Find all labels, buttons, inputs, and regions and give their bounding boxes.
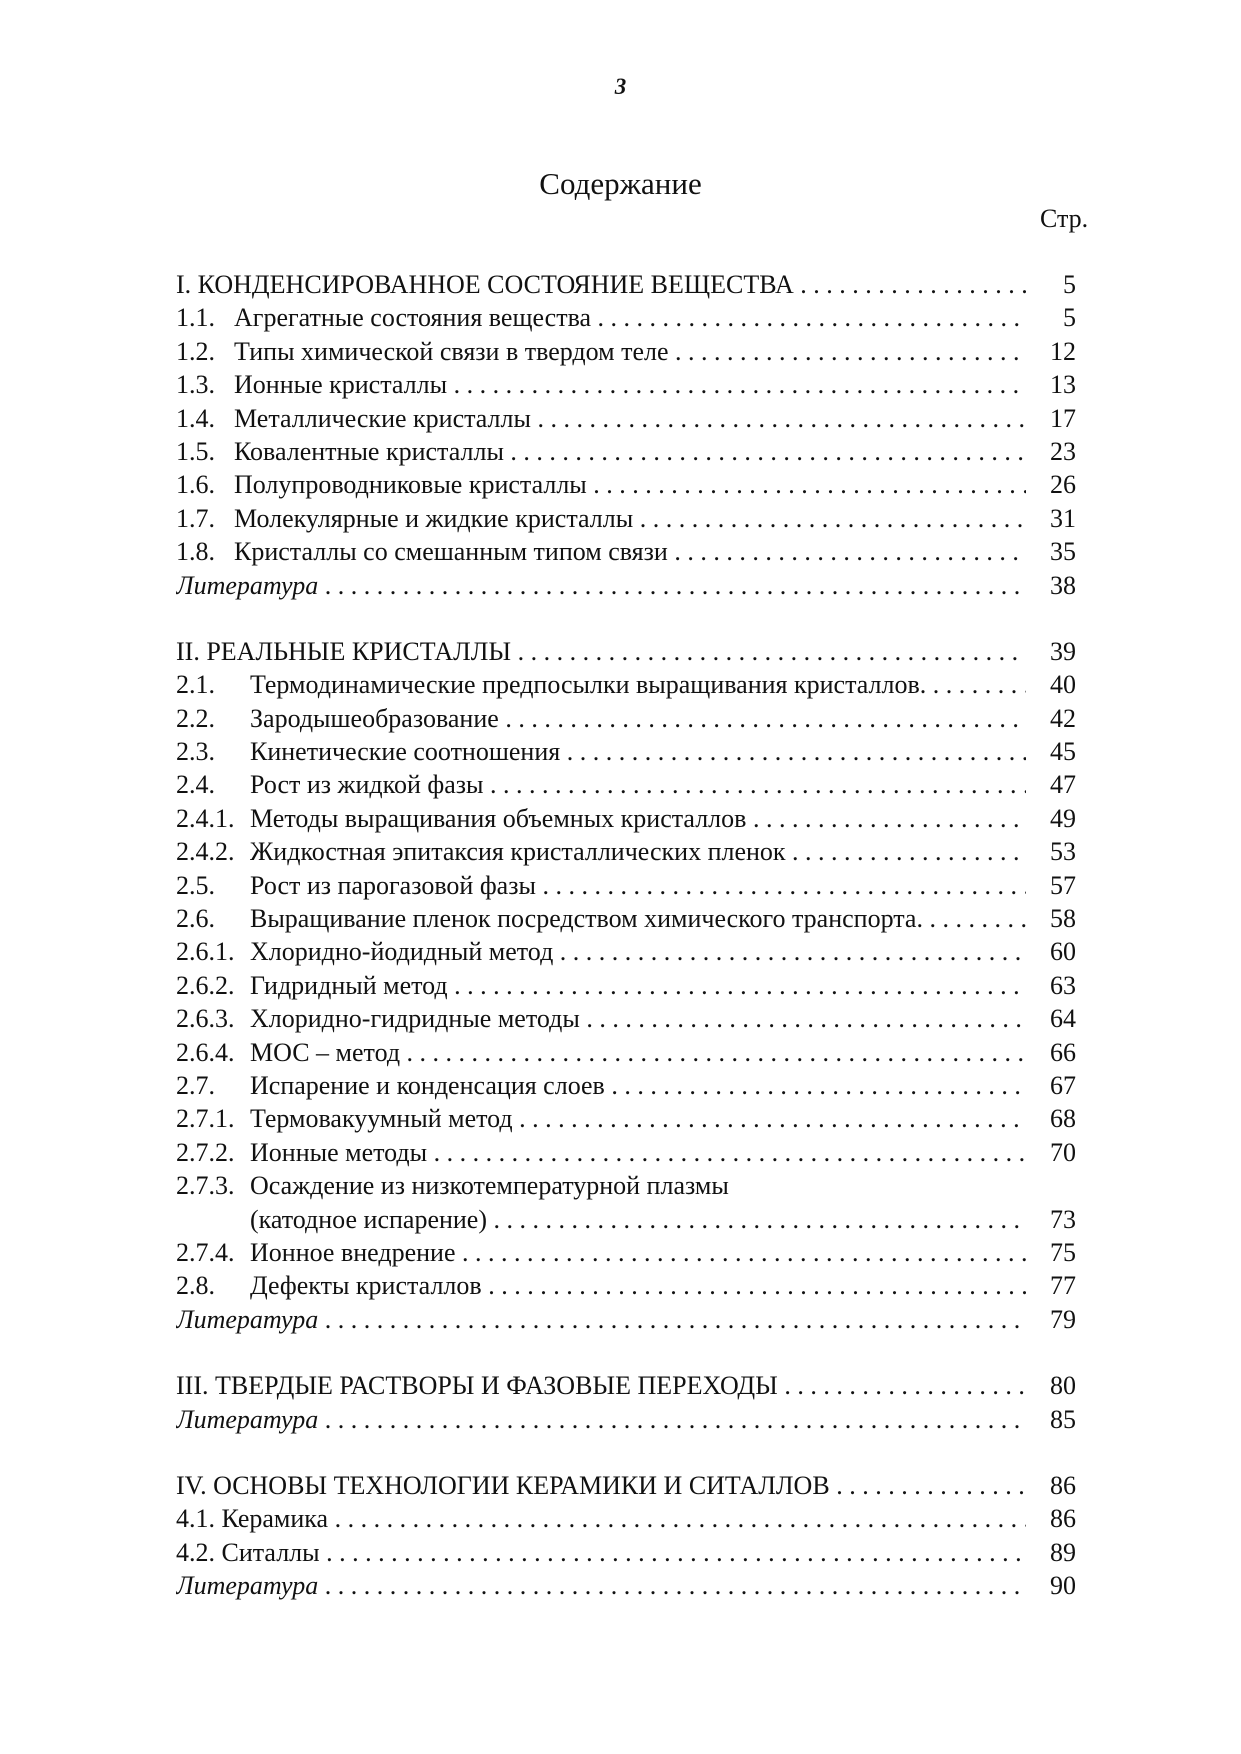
table-of-contents [176, 268, 1076, 1602]
toc-entry-page: 45 [1028, 735, 1076, 768]
toc-entry-page: 85 [1028, 1403, 1076, 1436]
toc-entry[interactable] [176, 468, 1076, 501]
toc-entry-title: Кинетические соотношения [250, 737, 561, 767]
toc-entry-number: 2.4.2. [176, 837, 235, 867]
toc-entry[interactable] [176, 702, 1076, 735]
toc-entry-title: Агрегатные состояния вещества [234, 303, 592, 333]
toc-entry[interactable] [176, 869, 1076, 902]
toc-entry[interactable] [176, 435, 1076, 468]
toc-entry-number: 2.7.1. [176, 1104, 235, 1134]
toc-entry-number: 1.6. [176, 470, 215, 500]
page-title: Содержание [539, 166, 702, 201]
toc-entry-title: Типы химической связи в твердом теле [234, 336, 669, 366]
toc-entry[interactable] [176, 768, 1076, 801]
toc-entry-page: 35 [1028, 535, 1076, 568]
toc-entry-title: Литература [176, 1404, 319, 1434]
toc-entry-title: Испарение и конденсация слоев [250, 1070, 605, 1100]
toc-entry-number: 2.7.2. [176, 1137, 235, 1167]
toc-entry-page: 5 [1028, 268, 1076, 301]
toc-entry-page: 86 [1028, 1502, 1076, 1535]
toc-entry-page: 70 [1028, 1136, 1076, 1169]
toc-entry-page: 47 [1028, 768, 1076, 801]
toc-entry[interactable] [176, 535, 1076, 568]
toc-entry-title: ОСНОВЫ ТЕХНОЛОГИИ КЕРАМИКИ И СИТАЛЛОВ [213, 1470, 830, 1500]
toc-entry[interactable] [176, 301, 1076, 334]
toc-entry-page: 31 [1028, 502, 1076, 535]
toc-entry-page: 23 [1028, 435, 1076, 468]
toc-entry[interactable] [176, 1102, 1076, 1135]
toc-entry-title: Литература [176, 1571, 319, 1601]
toc-entry-number: 1.3. [176, 370, 215, 400]
toc-entry-number: 2.6.3. [176, 1004, 235, 1034]
toc-entry-title: Ситаллы [221, 1537, 320, 1567]
toc-entry-title: Выращивание пленок посредством химического транспорта. [250, 904, 923, 934]
toc-entry-literature[interactable] [176, 1303, 1076, 1336]
toc-entry-page: 86 [1028, 1469, 1076, 1502]
toc-entry-page: 79 [1028, 1303, 1076, 1336]
toc-entry[interactable] [176, 1002, 1076, 1035]
toc-entry-title: (катодное испарение) [250, 1204, 488, 1234]
toc-entry[interactable] [176, 668, 1076, 701]
toc-entry-number: 2.4.1. [176, 803, 235, 833]
toc-entry[interactable] [176, 935, 1076, 968]
toc-entry-page: 80 [1028, 1369, 1076, 1402]
toc-entry-title: МОС – метод [250, 1037, 401, 1067]
toc-entry-number: 2.7.3. [176, 1171, 235, 1201]
toc-entry-number: 2.3. [176, 737, 215, 767]
toc-entry[interactable] [176, 1269, 1076, 1302]
toc-entry-title: Ионные кристаллы [234, 370, 448, 400]
toc-entry-title: Полупроводниковые кристаллы [234, 470, 587, 500]
toc-entry[interactable] [176, 1536, 1076, 1569]
toc-entry-page: 38 [1028, 569, 1076, 602]
toc-entry-title: Рост из жидкой фазы [250, 770, 484, 800]
toc-entry-number: II. [176, 636, 200, 666]
toc-entry-page: 89 [1028, 1536, 1076, 1569]
toc-entry-page: 66 [1028, 1036, 1076, 1069]
toc-entry-number: 2.5. [176, 870, 215, 900]
toc-entry[interactable] [176, 802, 1076, 835]
toc-entry-number: 1.4. [176, 403, 215, 433]
toc-entry[interactable] [176, 402, 1076, 435]
page-number: 3 [614, 74, 627, 99]
toc-entry-page: 13 [1028, 368, 1076, 401]
toc-entry-page: 75 [1028, 1236, 1076, 1269]
toc-entry-page: 39 [1028, 635, 1076, 668]
toc-entry[interactable] [176, 1369, 1076, 1402]
page-column-header: Стр. [1040, 204, 1089, 233]
toc-entry-page: 63 [1028, 969, 1076, 1002]
toc-entry-title: Металлические кристаллы [234, 403, 531, 433]
toc-entry-page: 26 [1028, 468, 1076, 501]
toc-entry[interactable] [176, 902, 1076, 935]
toc-entry-page: 12 [1028, 335, 1076, 368]
toc-entry-title: Осаждение из низкотемпературной плазмы [250, 1171, 729, 1201]
toc-entry[interactable] [176, 1469, 1076, 1502]
toc-entry-number: 2.7.4. [176, 1237, 235, 1267]
toc-entry-title: ТВЕРДЫЕ РАСТВОРЫ И ФАЗОВЫЕ ПЕРЕХОДЫ [214, 1371, 778, 1401]
toc-entry-title: РЕАЛЬНЫЕ КРИСТАЛЛЫ [206, 636, 512, 666]
toc-entry[interactable] [176, 735, 1076, 768]
toc-entry-title: Керамика [221, 1504, 329, 1534]
toc-entry-title: Кристаллы со смешанным типом связи [234, 537, 668, 567]
toc-entry-title: Хлоридно-гидридные методы [250, 1004, 580, 1034]
toc-entry-title: Хлоридно-йодидный метод [250, 937, 554, 967]
toc-entry-number: 2.1. [176, 670, 215, 700]
toc-entry-title: Литература [176, 570, 319, 600]
toc-entry-number: 1.1. [176, 303, 215, 333]
toc-entry[interactable] [176, 1169, 1076, 1202]
toc-entry-number: 2.4. [176, 770, 215, 800]
toc-entry[interactable] [176, 1136, 1076, 1169]
toc-entry-title: Молекулярные и жидкие кристаллы [234, 503, 634, 533]
toc-entry-literature[interactable] [176, 1569, 1076, 1602]
toc-entry-page: 42 [1028, 702, 1076, 735]
toc-entry-page: 17 [1028, 402, 1076, 435]
toc-entry-page: 73 [1028, 1203, 1076, 1236]
toc-entry-title: Гидридный метод [250, 970, 448, 1000]
toc-entry-title: Зародышеобразование [250, 703, 499, 733]
toc-entry-page: 67 [1028, 1069, 1076, 1102]
toc-entry[interactable] [176, 368, 1076, 401]
toc-entry-number: 4.2. [176, 1537, 215, 1567]
toc-entry-title: Литература [176, 1304, 319, 1334]
toc-entry[interactable] [176, 502, 1076, 535]
toc-entry-number: 1.2. [176, 336, 215, 366]
toc-entry-title: Рост из парогазовой фазы [250, 870, 536, 900]
toc-entry-number: 2.6.1. [176, 937, 235, 967]
toc-entry-page: 77 [1028, 1269, 1076, 1302]
toc-entry[interactable] [176, 835, 1076, 868]
toc-entry-number: 1.5. [176, 436, 215, 466]
toc-entry-number: 2.7. [176, 1070, 215, 1100]
toc-entry-number: IV. [176, 1470, 207, 1500]
toc-entry-number: 2.6.2. [176, 970, 235, 1000]
toc-entry-continuation[interactable] [176, 1203, 1076, 1236]
toc-entry-page: 90 [1028, 1569, 1076, 1602]
toc-entry[interactable] [176, 335, 1076, 368]
toc-entry-number: 2.6.4. [176, 1037, 235, 1067]
toc-entry-page: 64 [1028, 1002, 1076, 1035]
toc-entry-page: 58 [1028, 902, 1076, 935]
toc-entry-title: КОНДЕНСИРОВАННОЕ СОСТОЯНИЕ ВЕЩЕСТВА [197, 270, 794, 299]
toc-entry[interactable] [176, 1236, 1076, 1269]
toc-entry-number: 2.2. [176, 703, 215, 733]
toc-entry[interactable] [176, 635, 1076, 668]
toc-entry-title: Термодинамические предпосылки выращивания кристаллов. [250, 670, 927, 700]
toc-entry[interactable] [176, 1069, 1076, 1102]
toc-entry-page: 57 [1028, 869, 1076, 902]
toc-entry-number: 2.6. [176, 904, 215, 934]
toc-entry-title: Жидкостная эпитаксия кристаллических пленок [250, 837, 786, 867]
toc-entry-page: 40 [1028, 668, 1076, 701]
toc-entry-title: Термовакуумный метод [250, 1104, 513, 1134]
toc-entry-page: 53 [1028, 835, 1076, 868]
toc-entry[interactable] [176, 1502, 1076, 1535]
toc-entry-page: 5 [1028, 301, 1076, 334]
toc-entry-literature[interactable] [176, 569, 1076, 602]
toc-entry-number: 1.7. [176, 503, 215, 533]
toc-entry-title: Дефекты кристаллов [250, 1271, 482, 1301]
toc-entry-page: 68 [1028, 1102, 1076, 1135]
toc-entry-page: 49 [1028, 802, 1076, 835]
toc-entry[interactable] [176, 268, 1076, 301]
toc-entry-number: 1.8. [176, 537, 215, 567]
toc-entry[interactable] [176, 969, 1076, 1002]
toc-entry-page: 60 [1028, 935, 1076, 968]
toc-entry[interactable] [176, 1036, 1076, 1069]
toc-entry-title: Методы выращивания объемных кристаллов [250, 803, 747, 833]
toc-entry-number: 2.8. [176, 1271, 215, 1301]
toc-entry-number: I. [176, 270, 192, 299]
toc-entry-title: Ионные методы [250, 1137, 428, 1167]
toc-entry-title: Ковалентные кристаллы [234, 436, 504, 466]
toc-entry-number: 4.1. [176, 1504, 215, 1534]
toc-entry-number: III. [176, 1371, 209, 1401]
toc-entry-literature[interactable] [176, 1403, 1076, 1436]
toc-entry-title: Ионное внедрение [250, 1237, 456, 1267]
